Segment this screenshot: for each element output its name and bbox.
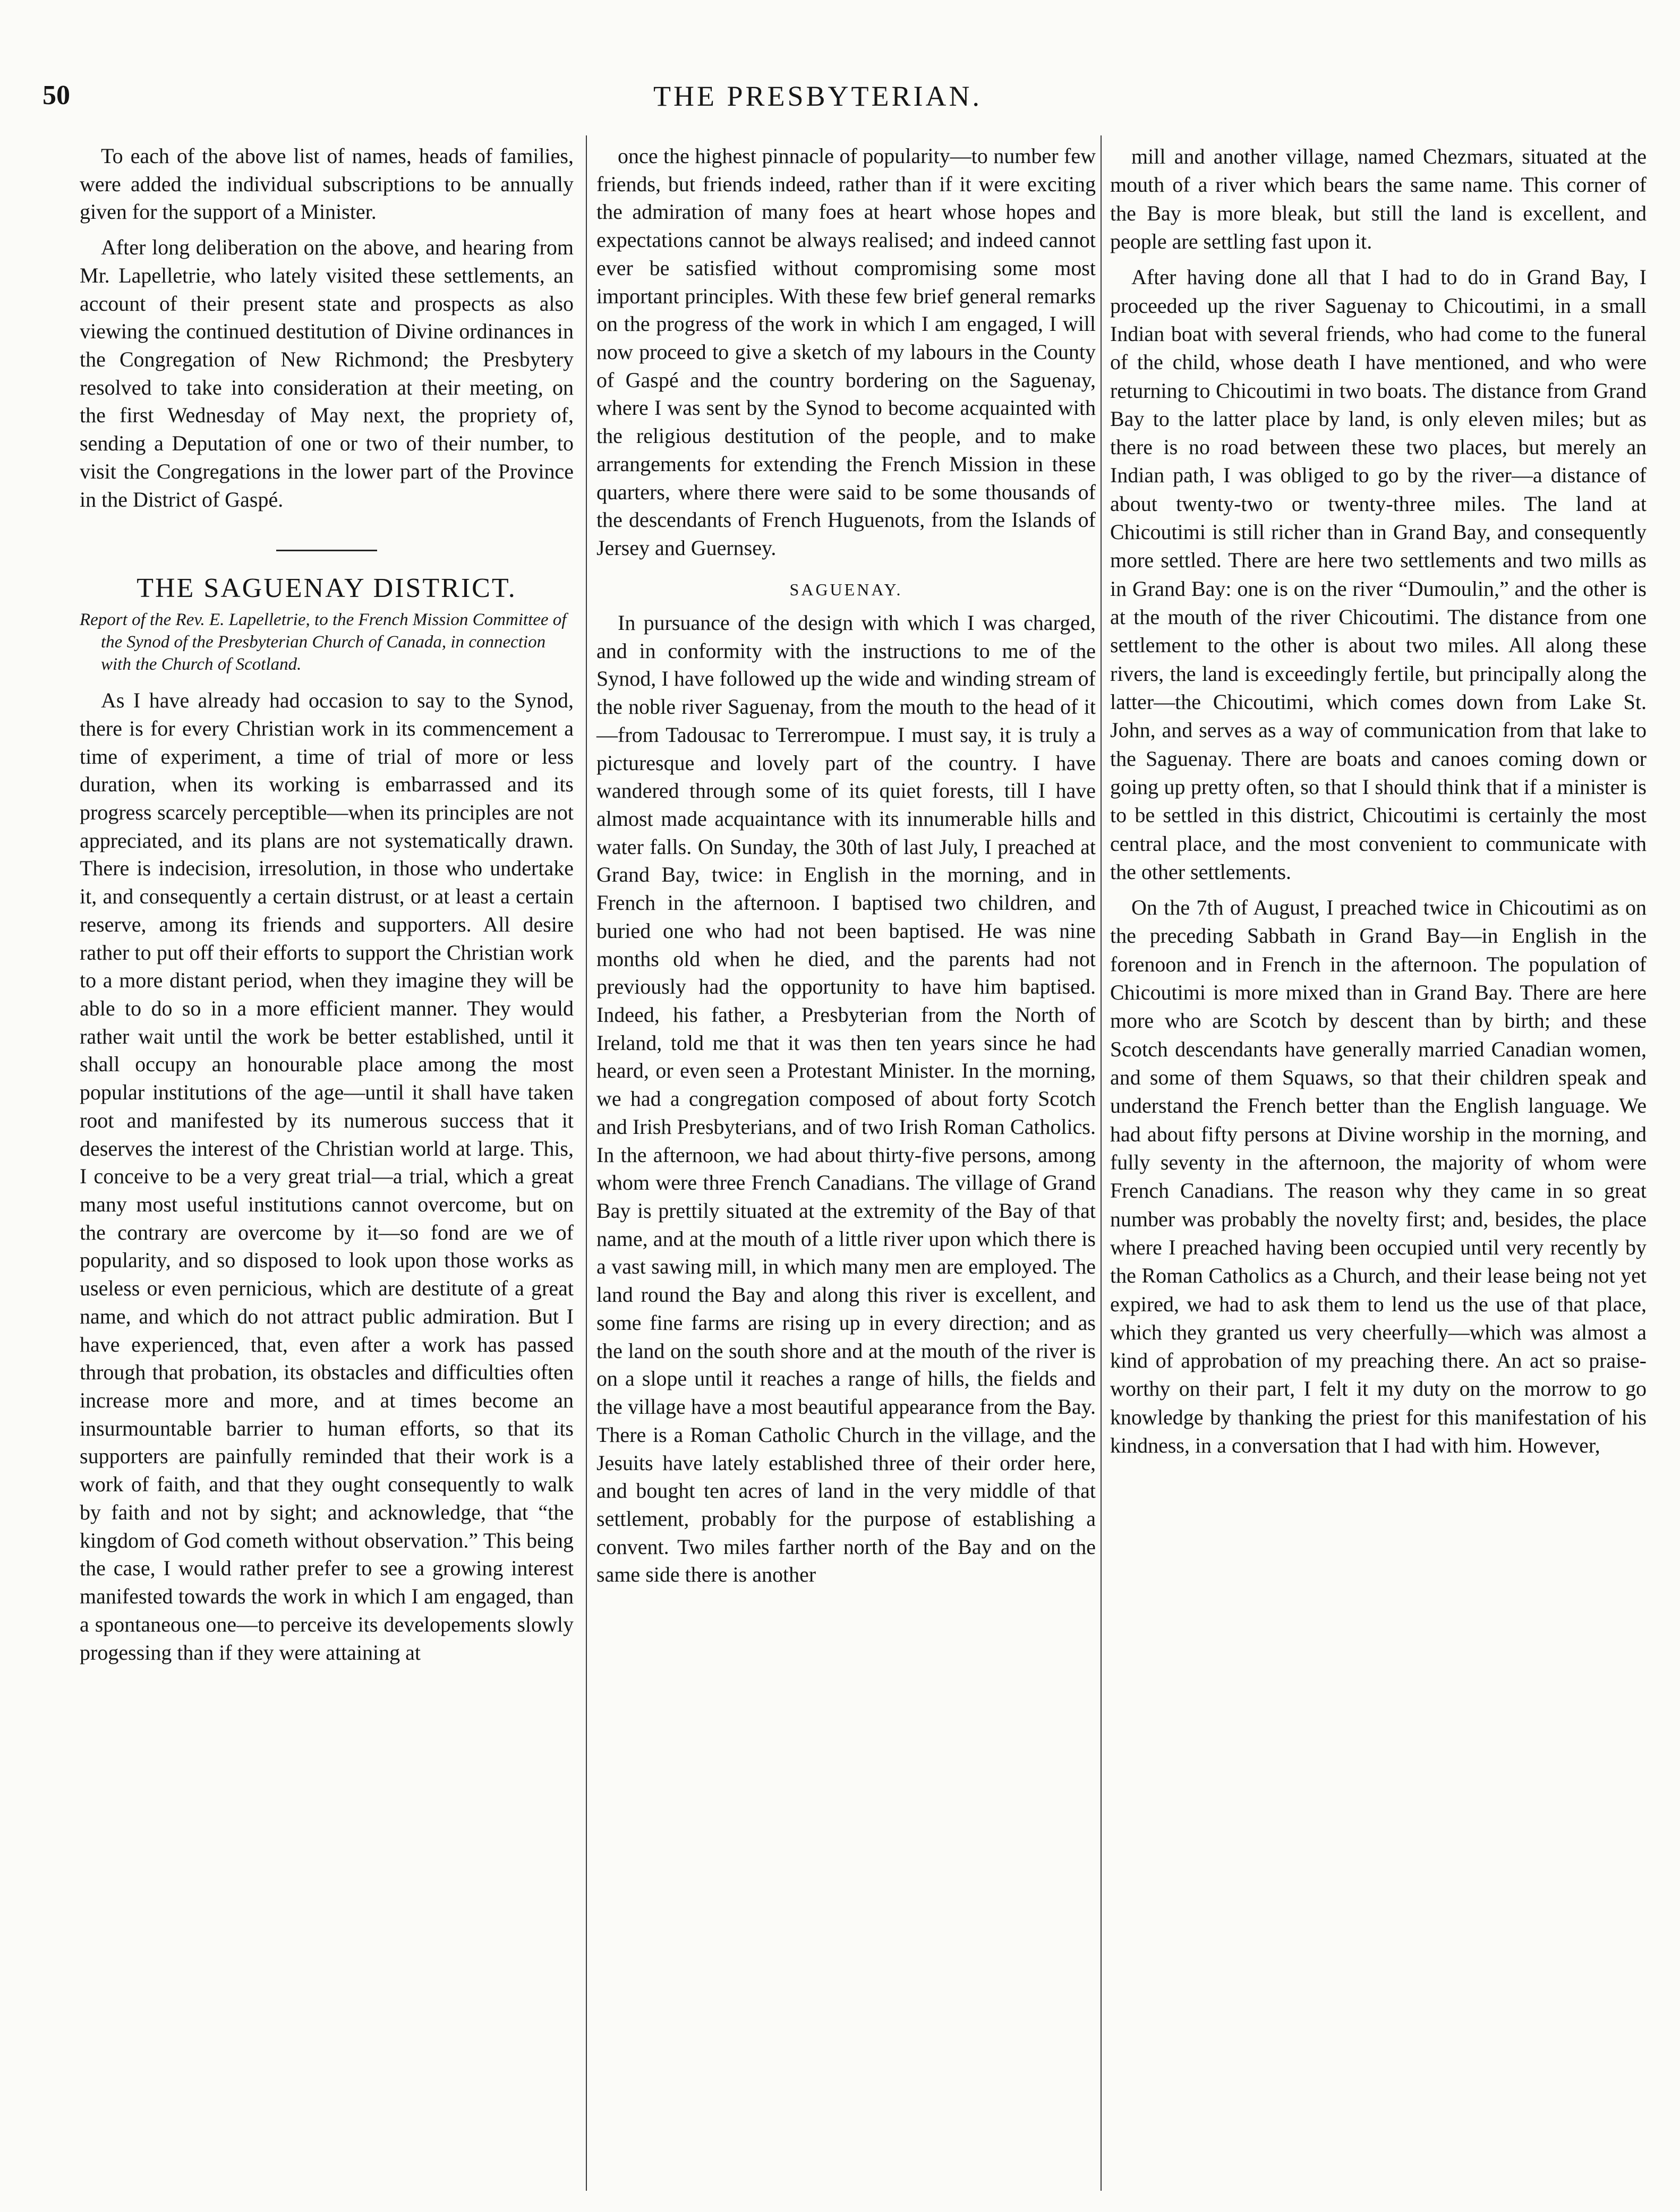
page-number: 50 xyxy=(42,80,70,110)
column-3 xyxy=(1110,142,1647,1459)
paragraph: once the highest pinnacle of popularity—to number few friends, but friends indeed, rather than if it were exciting the admiration of many foes at heart whose hopes and expectations cannot be always realised; and indeed cannot ever be satisfied without compromising some most important principles. With these few brief general remarks on the progress of the work in which I am engaged, I will now proceed to give a sketch of my labours in the County of Gaspé and the country bordering on the Saguenay, where I was sent by the Synod to become acquainted with the religious destitution of the people, and to make arrangements for extending the French Mission in these quarters, where there were said to be some thousands of the descendants of French Huguenots, from the Islands of Jersey and Guernsey. xyxy=(596,144,1096,560)
paragraph: After having done all that I had to do in Grand Bay, I proceeded up the river Saguenay to Chicoutimi, in a small Indian boat with several friends, who had come to the funeral of the child, whose death I have mentioned, and who were returning to Chicoutimi in two boats. The distance from Grand Bay to the latter place by land, is only eleven miles; but as there is no road between these two places, but merely an Indian path, I was obliged to go by the river—a distance of about twenty-two or twenty-three miles. The land at Chicoutimi is still richer than in Grand Bay, and consequently more settled. There are here two settlements and two mills as in Grand Bay: one is on the river “Dumoulin,” and the other is at the mouth of the river Chicoutimi. The distance from one settlement to the other is about two miles. All along these rivers, the land is exceedingly fertile, but principally along the latter—the Chicoutimi, which comes down from Lake St. John, and serves as a way of communication from that lake to the Saguenay. There are boats and canoes coming down or going up pretty often, so that I should think that if a minister is to be settled in this district, Chicoutimi is certainly the most central place, and the most convenient to communicate with the other settlements. xyxy=(1110,265,1647,884)
section-title: THE SAGUENAY DISTRICT. xyxy=(137,573,517,604)
column-divider xyxy=(1101,135,1102,2191)
running-title: THE PRESBYTERIAN. xyxy=(653,80,983,112)
paragraph: To each of the above list of names, heads of families, were added the individual subscriptions to be annually given for the support of a Minister. xyxy=(80,144,574,224)
column-1 xyxy=(80,142,574,1667)
subheading: SAGUENAY. xyxy=(789,579,903,599)
column-divider xyxy=(586,135,587,2191)
paragraph: In pursuance of the design with which I was charged, and in conformity with the instructions to me of the Synod, I have followed up the wide and winding stream of the noble river Saguenay, from the mouth to the head of it—from Tadousac to Terrerompue. I must say, it is truly a picturesque and lovely part of the country. I have wandered through some of its quiet forests, till I have almost made acquaintance with its innumerable hills and water falls. On Sunday, the 30th of last July, I preached at Grand Bay, twice: in English in the morning, and in French in the afternoon. I baptised two children, and buried one who had not been baptised. He was nine months old when he died, and the parents had not previously had the opportunity to have him baptised. Indeed, his father, a Presbyterian from the North of Ireland, told me that it was then ten years since he had heard, or even seen a Protestant Minister. In the morning, we had a congregation composed of about forty Scotch and Irish Presbyterians, and of two Irish Roman Catholics. In the afternoon, we had about thirty-five persons, among whom were three French Canadians. The village of Grand Bay is prettily situated at the extremity of the Bay of that name, and at the mouth of a little river upon which there is a vast sawing mill, in which many men are employed. The land round the Bay and along this river is excellent, and some fine farms are rising up in every direction; and as the land on the south shore and at the mouth of the river is on a slope until it reaches a range of hills, the fields and the village have a most beautiful appearance from the Bay. There is a Roman Catholic Church in the village, and the Jesuits have lately established three of their order here, and bought ten acres of land in the very middle of that settlement, probably for the purpose of establishing a convent. Two miles farther north of the Bay and on the same side there is another xyxy=(596,610,1096,1587)
report-subtitle: Report of the Rev. E. Lapelletrie, to the French Mission Committee of the Synod of the Presbyterian Church of Canada, in connection with the Church of Scotland. xyxy=(80,610,567,674)
paragraph: mill and another village, named Chezmars, situated at the mouth of a river which bears the same name. This corner of the Bay is more bleak, but still the land is excellent, and people are settling fast upon it. xyxy=(1110,144,1647,253)
column-2 xyxy=(596,142,1096,1589)
paragraph: As I have already had occasion to say to the Synod, there is for every Christian work in its commencement a time of experiment, a time of trial of more or less duration, when its working is embarrassed and its progress scarcely perceptible—when its principles are not appreciated, and its plans are not systematically drawn. There is indecision, irresolution, in those who undertake it, and consequently a certain distrust, or at least a certain reserve, among its friends and supporters. All desire rather to put off their efforts to support the Christian work to a more distant period, when they imagine they will be able to do so in a more efficient manner. They would rather wait until the work be better established, until it shall occupy an honourable place among the most popular institutions of the age—until it shall have taken root and manifested by its numerous success that it deserves the interest of the Christian world at large. This, I conceive to be a very great trial—a trial, which a great many most useful institutions cannot overcome, but on the contrary are overcome by it—so fond are we of popularity, and so disposed to look upon those works as useless or even pernicious, which are destitute of a great name, and which do not attract public admiration. But I have experienced, that, even after a work has passed through that probation, its obstacles and difficulties often increase more and more, and at times become an insurmountable barrier to human efforts, so that its supporters are painfully reminded that their work is a work of faith, and that they ought consequently to walk by faith and not by sight; and acknowledge, that “the kingdom of God cometh without observation.” This being the case, I would rather prefer to see a growing interest manifested towards the work in which I am engaged, than a spontaneous one—to perceive its developements slowly progessing than if they were attaining at xyxy=(80,688,574,1664)
paragraph: On the 7th of August, I preached twice in Chicoutimi as on the preceding Sabbath in Grand Bay—in English in the forenoon and in French in the afternoon. The population of Chicoutimi is more mixed than in Grand Bay. There are here more who are Scotch by descent than by birth; and these Scotch descendants have generally married Canadian women, and some of them Squaws, so that their children speak and understand the French better than the English language. We had about fifty persons at Divine worship in the morning, and fully seventy in the afternoon, the majority of whom were French Canadians. The reason why they came in so great number was probably the novelty first; and, besides, the place where I preached having been occupied until very recently by the Roman Catholics as a Church, and their lease being not yet expired, we had to ask them to lend us the use of that place, which they granted us very cheerfully—which was almost a kind of approbation of my preaching there. An act so praise-worthy on their part, I felt it my duty on the morrow to go knowledge by thanking the priest for this manifestation of his kindness, in a conversation that I had with him. However, xyxy=(1110,895,1647,1458)
paragraph: After long deliberation on the above, and hearing from Mr. Lapelletrie, who lately visited these settlements, an account of their present state and prospects as also viewing the continued destitution of Divine ordinances in the Congregation of New Richmond; the Presbytery resolved to take into consideration at their meeting, on the first Wednesday of May next, the propriety of, sending a Deputation of one or two of their number, to visit the Congregations in the lower part of the Province in the District of Gaspé. xyxy=(80,235,574,511)
page-header xyxy=(0,80,1680,122)
section-divider xyxy=(276,550,377,551)
